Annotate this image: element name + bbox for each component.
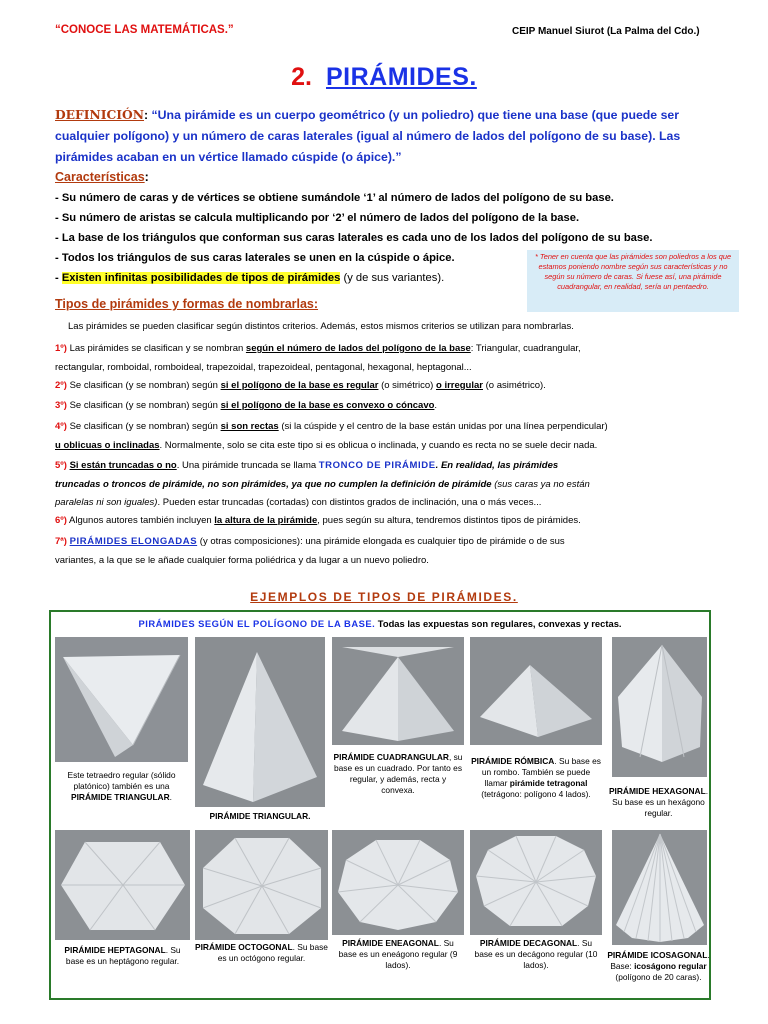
caption-hexagonal: PIRÁMIDE HEXAGONAL. Su base es un hexágono regular. bbox=[608, 786, 709, 818]
caption-octogonal: PIRÁMIDE OCTOGONAL. Su base es un octógono regular. bbox=[195, 942, 328, 963]
criterio-3: 3º) Se clasifican (y se nombran) según si el polígono de la base es convexo o cóncavo. bbox=[55, 400, 438, 411]
title-number: 2. bbox=[291, 63, 312, 91]
caracteristica-3: - La base de los triángulos que conforman sus caras laterales es cada uno de los lados del polígono de su base. bbox=[55, 232, 653, 244]
caption-decagonal: PIRÁMIDE DECAGONAL. Su base es un decágono regular (10 lados). bbox=[474, 938, 598, 970]
caption-triangular: PIRÁMIDE TRIANGULAR. bbox=[209, 811, 311, 821]
photo-octogonal bbox=[195, 830, 328, 940]
tipos-heading: Tipos de pirámides y formas de nombrarlas: bbox=[55, 297, 319, 311]
page-title bbox=[0, 63, 768, 92]
photo-decagonal bbox=[470, 830, 602, 935]
elongadas-label: PIRÁMIDES ELONGADAS bbox=[69, 536, 198, 547]
header-left: “CONOCE LAS MATEMÁTICAS.” bbox=[55, 24, 234, 36]
caption-tetraedro: Este tetraedro regular (sólido platónico) también es una PIRÁMIDE TRIANGULAR. bbox=[67, 770, 176, 802]
definition-line-2: cualquier polígono) y un número de caras laterales (igual al número de lados del polígono de su base). Las bbox=[55, 129, 681, 143]
photo-triangular bbox=[195, 637, 325, 807]
examples-heading: EJEMPLOS DE TIPOS DE PIRÁMIDES. bbox=[250, 590, 518, 604]
photo-rombica bbox=[470, 637, 602, 745]
header-right: CEIP Manuel Siurot (La Palma del Cdo.) bbox=[512, 26, 700, 37]
caption-heptagonal: PIRÁMIDE HEPTAGONAL. Su base es un heptágono regular. bbox=[64, 945, 181, 966]
criterio-6: 6º) Algunos autores también incluyen la altura de la pirámide, pues según su altura, tendremos distintos tipos de pirámides. bbox=[55, 515, 581, 526]
highlight-infinitas: Existen infinitas posibilidades de tipos de pirámides bbox=[61, 272, 341, 284]
definition-colon: : bbox=[144, 108, 152, 122]
caption-icosagonal: PIRÁMIDE ICOSAGONAL. Base: icoságono regular (polígono de 20 caras). bbox=[607, 950, 710, 982]
photo-eneagonal bbox=[332, 830, 464, 935]
definition bbox=[55, 104, 715, 168]
photo-icosagonal bbox=[612, 830, 707, 945]
tronco-label: TRONCO DE PIRÁMIDE bbox=[318, 460, 436, 471]
criterio-7: 7ª) PIRÁMIDES ELONGADAS (y otras composiciones): una pirámide elongada es cualquier tipo de pirámide o de sus variantes, a la que se le añade cualquier forma poliédrica y da lugar a un nuevo poliedro. bbox=[55, 536, 565, 566]
criterio-5: 5º) Si están truncadas o no. Una pirámide truncada se llama TRONCO DE PIRÁMIDE. En realidad, las pirámides truncadas o troncos de pirámide, no son pirámides, ya que no cumplen la definición de pirámide (sus caras ya no están paralelas ni son iguales). Pueden estar truncadas (cortadas) con distintos grados de inclinación, una o más veces... bbox=[55, 460, 590, 508]
title-name: PIRÁMIDES. bbox=[326, 63, 477, 91]
definition-label: DEFINICIÓN bbox=[55, 107, 145, 122]
caption-cuadrangular: PIRÁMIDE CUADRANGULAR, su base es un cuadrado. Por tanto es regular, y además, recta y convexa. bbox=[333, 752, 463, 795]
definition-line-1: “Una pirámide es un cuerpo geométrico (y un poliedro) que tiene una base (que puede ser bbox=[151, 108, 680, 122]
caption-eneagonal: PIRÁMIDE ENEAGONAL. Su base es un eneágono regular (9 lados). bbox=[338, 938, 458, 970]
caracteristica-1: - Su número de caras y de vértices se obtiene sumándole ‘1’ al número de lados del polígono de su base. bbox=[55, 192, 614, 204]
criterio-2: 2º) Se clasifican (y se nombran) según si el polígono de la base es regular (o simétrico) o irregular (o asimétrico). bbox=[55, 380, 546, 391]
photo-cuadrangular bbox=[332, 637, 464, 745]
criterio-1: 1º) Las pirámides se clasifican y se nombran según el número de lados del polígono de la base: Triangular, cuadrangular, rectangular, romboidal, romboideal, trapezoidal, trapezoideal, pentagonal, hexagonal, heptagonal... bbox=[55, 343, 581, 373]
photo-tetraedro bbox=[55, 637, 188, 762]
caracteristica-4: - Todos los triángulos de sus caras laterales se unen en la cúspide o ápice. bbox=[55, 252, 455, 264]
criterio-4: 4º) Se clasifican (y se nombran) según si son rectas (si la cúspide y el centro de la base están unidas por una línea perpendicular) u oblicuas o inclinadas. Normalmente, solo se cita este tipo si es oblicua o inclinada, y cuando es recta no se suele decir nada. bbox=[55, 421, 608, 451]
tipos-intro: Las pirámides se pueden clasificar según distintos criterios. Además, estos mismos criterios se utilizan para nombrarlas. bbox=[68, 321, 574, 332]
definition-line-3: pirámides acaban en un vértice llamado cúspide (o ápice).” bbox=[55, 150, 402, 164]
photo-hexagonal bbox=[612, 637, 707, 777]
note-box: * Tener en cuenta que las pirámides son poliedros a los que estamos poniendo nombre según sus características y no según su número de caras. Si fuese así, una pirámide cuadrangular, en realidad, sería un pentaedro. bbox=[527, 250, 739, 312]
caracteristica-5: - Existen infinitas posibilidades de tipos de pirámides (y de sus variantes). bbox=[55, 272, 445, 284]
photo-heptagonal bbox=[55, 830, 190, 940]
examples-box-title: PIRÁMIDES SEGÚN EL POLÍGONO DE LA BASE. Todas las expuestas son regulares, convexas y rectas. bbox=[138, 618, 622, 629]
caption-rombica: PIRÁMIDE RÓMBICA. Su base es un rombo. También se puede llamar pirámide tetragonal (tetrágono: polígono 4 lados). bbox=[471, 756, 601, 799]
caracteristica-2: - Su número de aristas se calcula multiplicando por ‘2’ el número de lados del polígono de la base. bbox=[55, 212, 580, 224]
caracteristicas-heading: Características: bbox=[55, 170, 149, 184]
